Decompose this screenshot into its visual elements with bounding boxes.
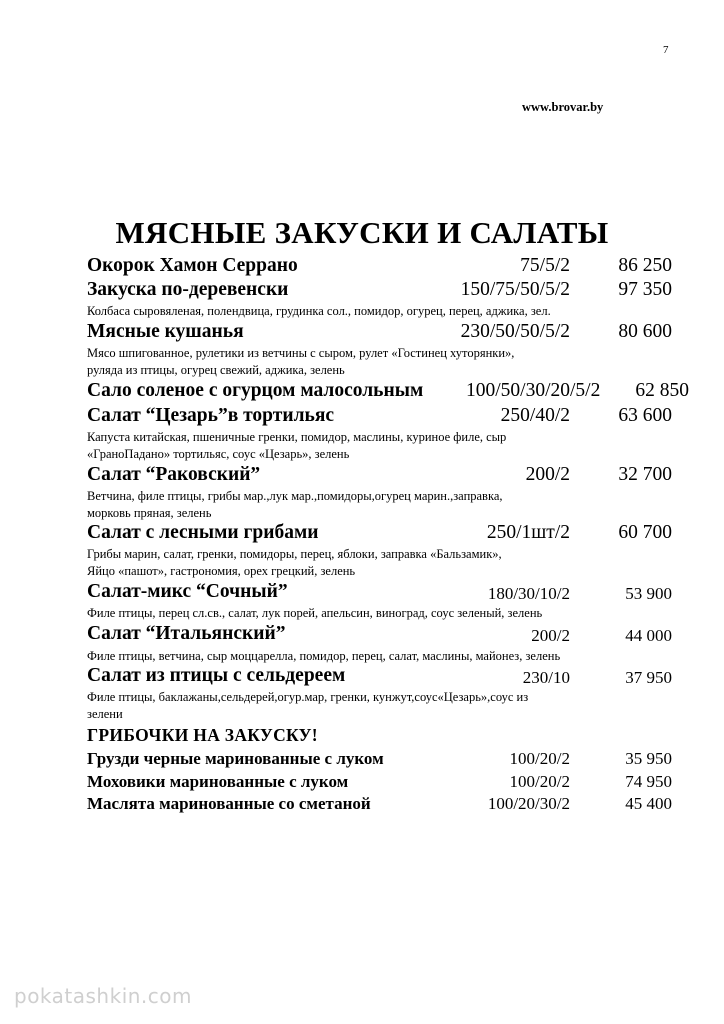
section-title: ГРИБОЧКИ НА ЗАКУСКУ! bbox=[87, 725, 318, 745]
menu-item-price: 35 950 bbox=[625, 749, 672, 768]
menu-item-price: 32 700 bbox=[618, 464, 672, 485]
menu-item-price: 63 600 bbox=[618, 405, 672, 426]
menu-item-weight: 230/50/50/5/2 bbox=[460, 321, 570, 342]
menu-item-weight: 250/1шт/2 bbox=[486, 522, 570, 543]
menu-item-description: морковь пряная, зелень bbox=[87, 506, 212, 520]
menu-item-weight: 230/10 bbox=[522, 668, 570, 687]
menu-item-weight: 200/2 bbox=[531, 626, 570, 645]
menu-item-description: Колбаса сыровяленая, полендвица, грудинка сол., помидор, огурец, перец, аджика, зел. bbox=[87, 304, 551, 318]
menu-item-name: Салат из птицы с сельдереем bbox=[87, 665, 346, 686]
menu-item-name: Окорок Хамон Серрано bbox=[87, 255, 298, 276]
page-title: МЯСНЫЕ ЗАКУСКИ И САЛАТЫ bbox=[115, 215, 609, 250]
menu-item-description: Капуста китайская, пшеничные гренки, помидор, маслины, куриное филе, сыр bbox=[87, 430, 507, 444]
menu-item-price: 44 000 bbox=[625, 626, 672, 645]
menu-item-name: Закуска по-деревенски bbox=[87, 279, 289, 300]
menu-item-description: Филе птицы, перец сл.св., салат, лук порей, апельсин, виноград, соус зеленый, зелень bbox=[87, 606, 543, 620]
menu-item-weight: 250/40/2 bbox=[500, 405, 570, 426]
menu-item-name: Моховики маринованные с луком bbox=[87, 772, 349, 791]
menu-item-weight: 100/20/2 bbox=[509, 772, 570, 791]
menu-item-name: Салат “Цезарь”в тортильяс bbox=[87, 405, 335, 426]
menu-item-name: Маслята маринованные со сметаной bbox=[87, 794, 371, 813]
menu-item-name: Мясные кушанья bbox=[87, 321, 244, 342]
menu-item-price: 60 700 bbox=[618, 522, 672, 543]
menu-item-price: 80 600 bbox=[618, 321, 672, 342]
menu-item-name: Салат “Раковский” bbox=[87, 464, 261, 485]
page-number: 7 bbox=[663, 44, 669, 56]
menu-item-name: Салат “Итальянский” bbox=[87, 623, 286, 644]
menu-item-weight: 200/2 bbox=[525, 464, 570, 485]
menu-item-price: 37 950 bbox=[625, 668, 672, 687]
menu-item-weight: 100/50/30/20/5/2 bbox=[466, 380, 601, 401]
menu-item-weight: 180/30/10/2 bbox=[487, 584, 570, 603]
menu-item-name: Салат-микс “Сочный” bbox=[87, 581, 288, 602]
menu-item-name: Салат с лесными грибами bbox=[87, 522, 319, 543]
menu-item-price: 97 350 bbox=[618, 279, 672, 300]
menu-item-description: Яйцо «пашот», гастрономия, орех грецкий, зелень bbox=[87, 564, 356, 578]
menu-item-description: Филе птицы, баклажаны,сельдерей,огур.мар, гренки, кунжут,соус«Цезарь»,соус из bbox=[87, 690, 529, 704]
menu-item-price: 53 900 bbox=[625, 584, 672, 603]
watermark: pokatashkin.com bbox=[14, 984, 192, 1008]
menu-item-description: зелени bbox=[87, 707, 123, 721]
menu-item-weight: 75/5/2 bbox=[520, 255, 570, 276]
menu-item-weight: 100/20/2 bbox=[509, 749, 570, 768]
menu-item-description: Филе птицы, ветчина, сыр моццарелла, помидор, перец, салат, маслины, майонез, зелень bbox=[87, 649, 561, 663]
menu-item-price: 45 400 bbox=[625, 794, 672, 813]
menu-item-price: 74 950 bbox=[625, 772, 672, 791]
site-url: www.brovar.by bbox=[522, 100, 604, 114]
menu-item-price: 62 850 bbox=[635, 380, 689, 401]
menu-item-weight: 150/75/50/5/2 bbox=[460, 279, 570, 300]
menu-item-description: Мясо шпигованное, рулетики из ветчины с сыром, рулет «Гостинец хуторянки», bbox=[87, 346, 515, 360]
menu-item-description: Ветчина, филе птицы, грибы мар.,лук мар.,помидоры,огурец марин.,заправка, bbox=[87, 489, 503, 503]
menu-item-description: руляда из птицы, огурец свежий, аджика, зелень bbox=[87, 363, 345, 377]
menu-item-price: 86 250 bbox=[618, 255, 672, 276]
menu-item-description: Грибы марин, салат, гренки, помидоры, перец, яблоки, заправка «Бальзамик», bbox=[87, 547, 502, 561]
menu-item-name: Сало соленое с огурцом малосольным bbox=[87, 380, 424, 401]
menu-item-weight: 100/20/30/2 bbox=[487, 794, 570, 813]
menu-item-name: Грузди черные маринованные с луком bbox=[87, 749, 384, 768]
menu-item-description: «ГраноПадано» тортильяс, соус «Цезарь», зелень bbox=[87, 447, 350, 461]
